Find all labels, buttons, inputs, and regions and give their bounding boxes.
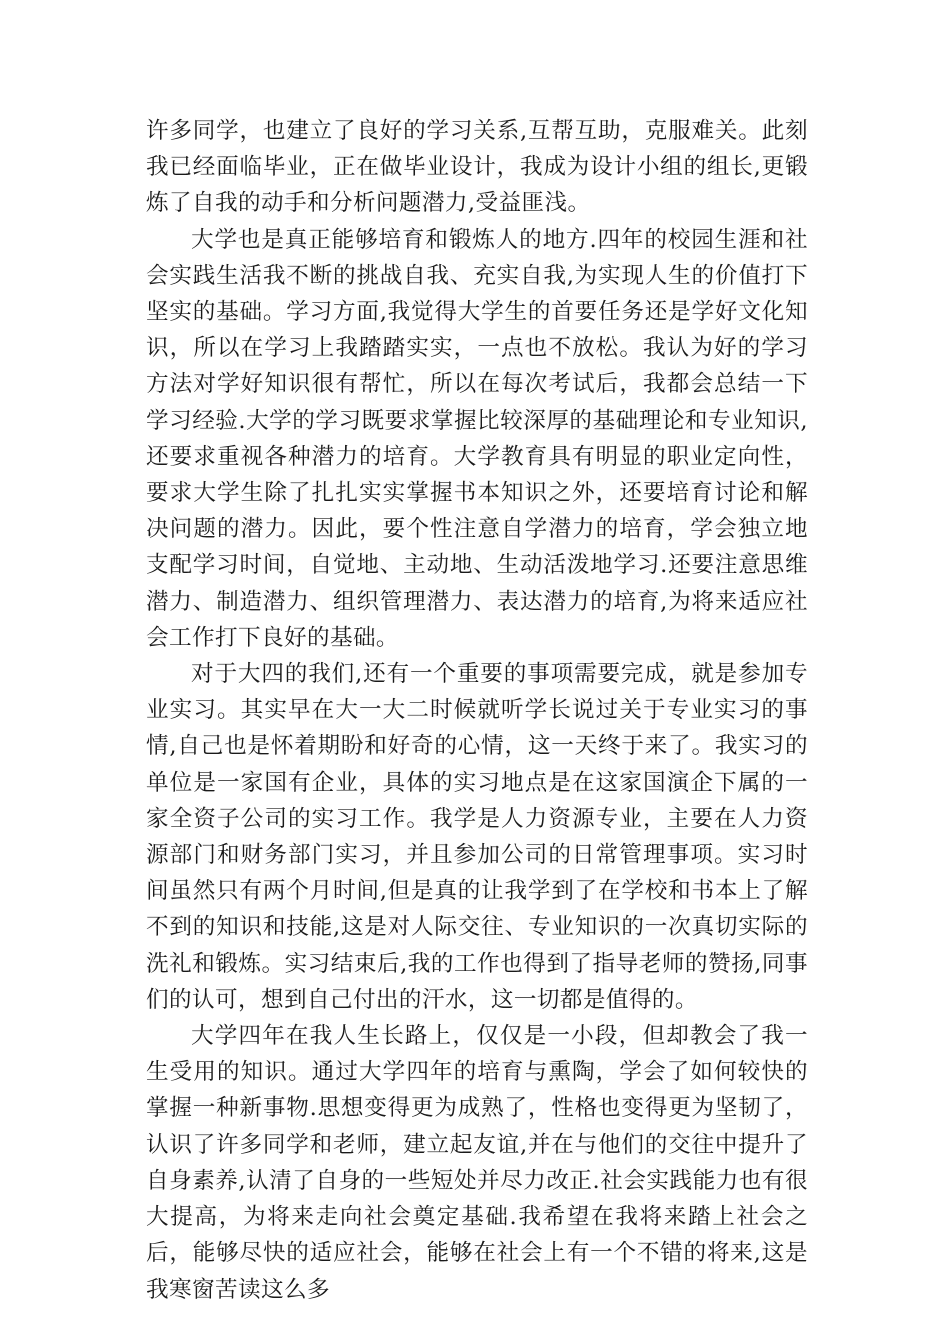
paragraph-3: 对于大四的我们,还有一个重要的事项需要完成，就是参加专业实习。其实早在大一大二时候就听学长说过关于专业实习的事情,自己也是怀着期盼和好奇的心情，这一天终于来了。我实习的单位是一家国有企业，具体的实习地点是在这家国演企下属的一家全资子公司的实习工作。我学是人力资源专业，主要在人力资源部门和财务部门实习，并且参加公司的日常管理事项。实习时间虽然只有两个月时间,但是真的让我学到了在学校和书本上了解不到的知识和技能,这是对人际交往、专业知识的一次真切实际的洗礼和锻炼。实习结束后,我的工作也得到了指导老师的赞扬,同事们的认可，想到自己付出的汗水，这一切都是值得的。 xyxy=(146,661,808,1013)
paragraph-1: 许多同学，也建立了良好的学习关系,互帮互助，克服难关。此刻我已经面临毕业，正在做毕业设计，我成为设计小组的组长,更锻炼了自我的动手和分析问题潜力,受益匪浅。 xyxy=(146,118,809,217)
paragraph-2: 大学也是真正能够培育和锻炼人的地方.四年的校园生涯和社会实践生活我不断的挑战自我、充实自我,为实现人生的价值打下坚实的基础。学习方面,我觉得大学生的首要任务还是学好文化知识，所以在学习上我踏踏实实，一点也不放松。我认为好的学习方法对学好知识很有帮忙，所以在每次考试后，我都会总结一下学习经验.大学的学习既要求掌握比较深厚的基础理论和专业知识,还要求重视各种潜力的培育。大学教育具有明显的职业定向性，要求大学生除了扎扎实实掌握书本知识之外，还要培育讨论和解决问题的潜力。因此，要个性注意自学潜力的培育，学会独立地支配学习时间，自觉地、主动地、生动活泼地学习.还要注意思维潜力、制造潜力、组织管理潜力、表达潜力的培育,为将来适应社会工作打下良好的基础。 xyxy=(146,226,809,651)
paragraph-4: 大学四年在我人生长路上，仅仅是一小段，但却教会了我一生受用的知识。通过大学四年的培育与熏陶，学会了如何较快的掌握一种新事物.思想变得更为成熟了，性格也变得更为坚韧了，认识了许多同学和老师，建立起友谊,并在与他们的交往中提升了自身素养,认清了自身的一些短处并尽力改正.社会实践能力也有很大提高，为将来走向社会奠定基础.我希望在我将来踏上社会之后，能够尽快的适应社会，能够在社会上有一个不错的将来,这是我寒窗苦读这么多 xyxy=(146,1023,809,1303)
body-text xyxy=(146,113,808,1308)
